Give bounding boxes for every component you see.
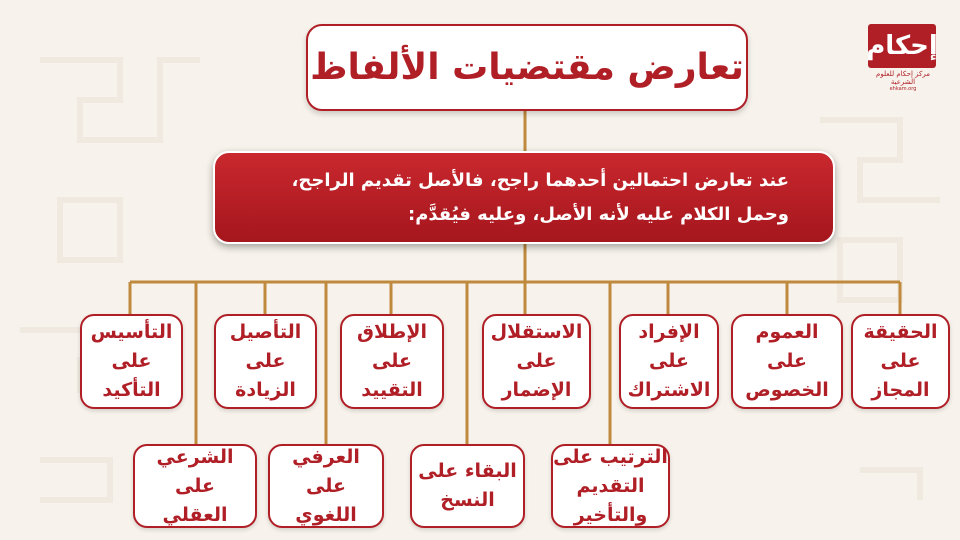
node-line: الاستقلال [490,321,583,343]
node-line: اللغوي [295,503,357,526]
node-line: المجاز [871,379,930,401]
node-line: الحقيقة [863,321,938,343]
logo-subtitle: مركز إحكام للعلوم الشرعية [876,70,930,86]
node-tasis-takid [80,314,183,409]
node-ifrad-ishtirak [619,314,719,409]
node-line: على [245,350,286,372]
node-line: التقييد [361,379,423,401]
node-line: على [306,474,346,497]
node-line: على [880,350,921,372]
logo [868,24,938,94]
node-line: التأصيل [229,321,302,343]
node-line: والتأخير [573,503,648,526]
node-line: على [516,350,557,372]
node-line: على [372,350,412,372]
definition-box [213,151,835,244]
node-line: الاشتراك [627,379,711,401]
node-line: على [767,350,807,372]
node-line: على [649,350,689,372]
logo-mark: إحكام [868,24,936,68]
definition-line-2: وحمل الكلام عليه لأنه الأصل، وعليه فيُقدَّم: [408,203,789,225]
definition-line-1: عند تعارض احتمالين أحدهما راجح، فالأصل تقديم الراجح، [291,169,789,191]
node-line: التأسيس [90,321,173,343]
node-urfi-lughawi [268,444,384,528]
node-line: العقلي [162,503,228,526]
node-line: على [175,474,215,497]
node-tartib-taqdim-takhir [551,444,670,528]
node-line: العموم [755,321,819,343]
node-line: التقديم [576,474,645,497]
node-line: الترتيب على [553,445,668,468]
node-sharii-aqli [133,444,257,528]
node-line: الإضمار [501,379,572,401]
page-title: تعارض مقتضيات الألفاظ [306,24,748,111]
node-line: الإفراد [638,321,700,343]
logo-url: ehkam.org [889,86,917,92]
node-itlaq-taqyid [340,314,444,409]
node-haqiqa-majaz [851,314,950,409]
node-line: البقاء على [418,460,517,482]
node-line: التأكيد [102,379,161,401]
node-tasil-ziyada [214,314,317,409]
node-line: الشرعي [156,445,234,468]
node-line: النسخ [440,489,495,511]
node-baqa-naskh [410,444,525,528]
node-istiqlal-idmar [482,314,591,409]
node-line: الزيادة [235,379,296,401]
node-line: العرفي [292,445,360,468]
node-line: الإطلاق [357,321,427,343]
node-line: الخصوص [745,379,829,401]
node-umum-khusus [731,314,843,409]
node-line: على [111,350,152,372]
